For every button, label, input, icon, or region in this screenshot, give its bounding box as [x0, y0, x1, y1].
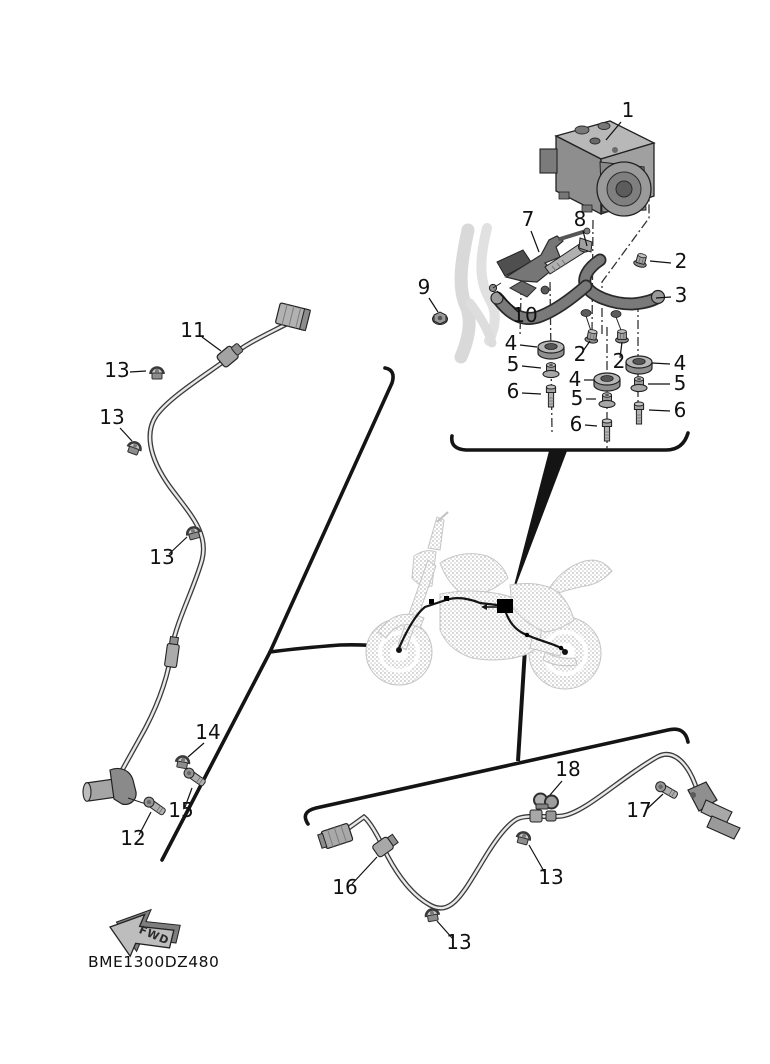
nut-9	[433, 312, 448, 325]
part-callout-2[interactable]: 2	[573, 342, 587, 366]
bolt-6-b	[602, 419, 611, 441]
rear-wheel-sensor	[688, 782, 740, 839]
rear-cable-band-1	[530, 810, 542, 822]
leader-line-part-4	[520, 345, 537, 347]
part-callout-13[interactable]: 13	[149, 545, 175, 569]
front-wheel-sensor-12	[83, 768, 167, 816]
clamp-18	[534, 794, 558, 810]
part-callout-4[interactable]: 4	[673, 351, 687, 375]
leader-line-part-9	[429, 298, 438, 312]
part-callout-13[interactable]: 13	[446, 930, 472, 954]
part-callout-13[interactable]: 13	[99, 405, 125, 429]
leader-line-part-18	[550, 781, 562, 795]
part-callout-11[interactable]: 11	[180, 318, 206, 342]
part-callout-5[interactable]: 5	[570, 386, 584, 410]
part-callout-10[interactable]: 10	[512, 303, 538, 327]
part-callout-2[interactable]: 2	[674, 249, 688, 273]
fwd-arrow-label: FWD	[137, 923, 172, 948]
part-callout-8[interactable]: 8	[573, 207, 587, 231]
abs-connector-block	[540, 149, 557, 173]
part-callout-1[interactable]: 1	[621, 98, 635, 122]
sensor-bolt-12	[142, 795, 167, 817]
leader-line-part-13	[120, 428, 132, 441]
leader-line-part-6	[585, 425, 597, 426]
part-callout-4[interactable]: 4	[568, 367, 582, 391]
part-callout-6[interactable]: 6	[569, 412, 583, 436]
drawing-code: BME1300DZ480	[88, 953, 220, 971]
bolt-17	[654, 780, 679, 800]
part-callout-15[interactable]: 15	[168, 798, 194, 822]
leader-line-part-6	[522, 393, 541, 394]
clamp-13-front-3	[186, 526, 202, 540]
part-callout-7[interactable]: 7	[521, 207, 535, 231]
collar-5-c	[631, 377, 647, 392]
mount-hardware	[538, 252, 652, 441]
abs-location-marker	[497, 599, 513, 613]
bolt-2-mid-left	[584, 329, 599, 344]
part-callout-13[interactable]: 13	[104, 358, 130, 382]
leader-line-part-2	[650, 261, 671, 263]
rear-sensor-lead	[317, 754, 740, 922]
clamp-13-front-2	[126, 440, 142, 455]
leader-line-part-5	[522, 366, 541, 368]
bolt-6-c	[634, 402, 643, 424]
rear-cable-band-2	[546, 811, 556, 821]
callout-layer	[99, 98, 687, 954]
part-callout-5[interactable]: 5	[673, 371, 687, 395]
pin-10	[489, 283, 501, 292]
part-callout-3[interactable]: 3	[674, 283, 688, 307]
rear-connector	[317, 823, 353, 850]
part-callout-6[interactable]: 6	[506, 379, 520, 403]
grommet-4-a	[538, 341, 564, 359]
bolt-2-top	[633, 252, 649, 268]
clamp-13-front-1	[151, 368, 164, 380]
part-callout-6[interactable]: 6	[673, 398, 687, 422]
clamp-14	[175, 755, 190, 769]
collar-5-b	[599, 393, 615, 408]
abs-modulator	[540, 121, 654, 216]
collar-5-a	[543, 363, 559, 378]
part-callout-12[interactable]: 12	[120, 826, 146, 850]
part-callout-2[interactable]: 2	[612, 349, 626, 373]
leader-line-part-4	[652, 363, 670, 364]
part-callout-16[interactable]: 16	[332, 875, 358, 899]
part-callout-17[interactable]: 17	[626, 798, 652, 822]
motorcycle-silhouette	[366, 512, 612, 689]
view-separators	[162, 368, 688, 860]
leader-line-part-14	[188, 743, 204, 757]
leader-line-part-6	[649, 410, 670, 411]
part-callout-9[interactable]: 9	[417, 275, 431, 299]
part-callout-18[interactable]: 18	[555, 757, 581, 781]
part-callout-5[interactable]: 5	[506, 352, 520, 376]
part-callout-13[interactable]: 13	[538, 865, 564, 889]
grommet-4-c	[626, 356, 652, 374]
grommet-4-b	[594, 373, 620, 391]
front-cable-ferrule	[164, 636, 180, 667]
bolt-2-mid-right	[616, 330, 629, 343]
leader-line-part-7	[531, 231, 539, 252]
abs-motor-cylinder	[597, 162, 651, 216]
part-callout-14[interactable]: 14	[195, 720, 221, 744]
frame-ghost	[461, 228, 495, 357]
part-callout-4[interactable]: 4	[504, 331, 518, 355]
bolt-6-a	[546, 385, 555, 407]
clamp-13-rear-1	[425, 908, 440, 922]
front-detail-separator	[162, 368, 393, 860]
leader-line-part-13	[130, 371, 146, 372]
clamp-13-rear-2	[516, 831, 532, 845]
